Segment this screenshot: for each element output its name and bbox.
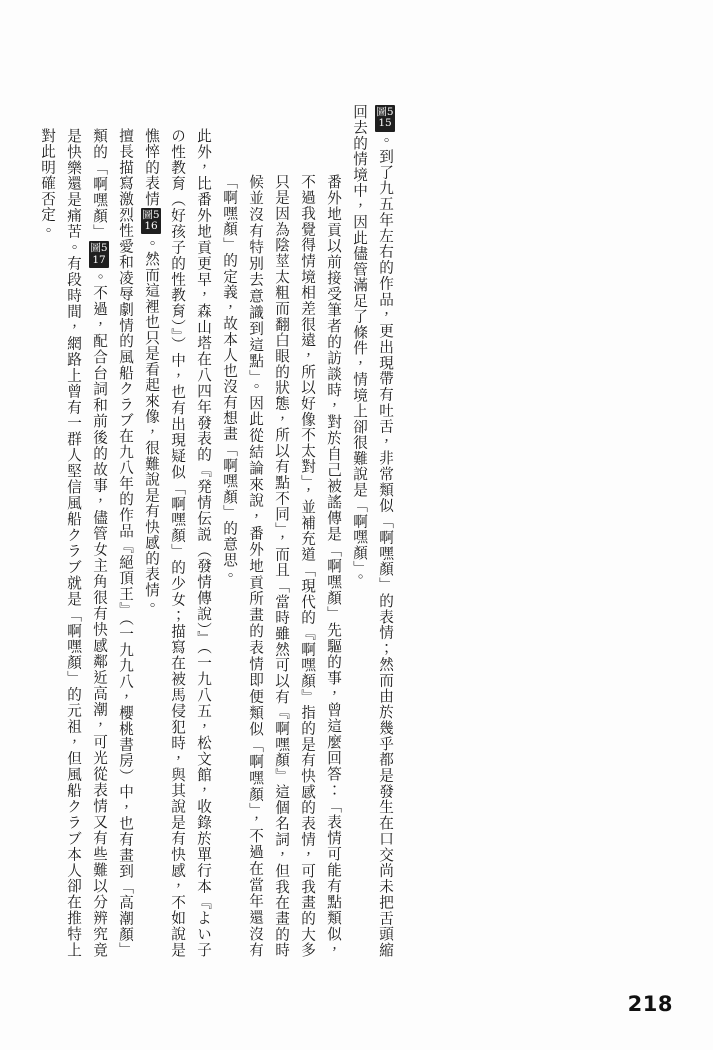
figure-reference-5-17: 圖5 17 (89, 241, 108, 268)
figure-reference-5-16: 圖5 16 (141, 208, 160, 235)
column-4-text-part2: 。不過，配合台詞和前後的故事，儘管女主角很有快感鄰近高潮，可光從表情又有些難以分辨究竟是快樂還是痛苦。有段時間，網路上曾有一群人堅信風船クラブ就是「啊嘿顏」的元祖，但風船クラブ本人卻在推特上對此明確否定。 (39, 128, 108, 959)
text-column-4 (34, 78, 138, 958)
vertical-text-body (34, 78, 679, 958)
column-4-text-part1: 擅長描寫激烈性愛和凌辱劇情的風船クラブ在九八年的作品『絕頂王』（一九九八，櫻桃書房）中，也有畫到「高潮顏」類的「啊嘿顏」 (91, 128, 134, 958)
text-column-3 (138, 78, 216, 958)
text-column-2 (216, 78, 346, 958)
text-column-1 (346, 78, 398, 958)
figure-reference-5-15: 圖5 15 (375, 105, 394, 132)
page-number: 218 (627, 992, 673, 1016)
column-1-text: 。到了九五年左右的作品，更出現帶有吐舌，非常類似「啊嘿顏」的表情；然而由於幾乎都是發生在口交尚未把舌頭縮回去的情境中，因此儘管滿足了條件，情境上卻很難說是「啊嘿顏」。 (351, 104, 394, 958)
column-2-text: 番外地貢以前接受筆者的訪談時，對於自己被謠傳是「啊嘿顏」先驅的事，曾這麼回答：「表情可能有點類似，不過我覺得情境相差很遠，所以好像不太對」，並補充道「現代的『啊嘿顏』指的是有快感的表情，可我畫的大多只是因為陰莖太粗而翻白眼的狀態，所以有點不同」，而且「當時雖然可以有『啊嘿顏』這個名詞，但我在畫的時候並沒有特別去意識到這點」。因此從結論來說，番外地貢所畫的表情即便類似「啊嘿顏」，不過在當年還沒有「啊嘿顏」的定義，故本人也沒有想畫「啊嘿顏」的意思。 (221, 174, 342, 958)
column-3-text-part2: 。然而這裡也只是看起來像，很難說是有快感的表情。 (143, 235, 160, 614)
column-3-text-part1: 此外，比番外地貢更早，森山塔在八四年發表的『発情伝説（發情傳說）』（一九八五，松文館，收錄於單行本『よい子の性教育（好孩子的性教育）』）中，也有出現疑似「啊嘿顏」的少女；描寫在被馬侵犯時，與其說是有快感，不如說是憔悴的表情 (143, 128, 212, 958)
